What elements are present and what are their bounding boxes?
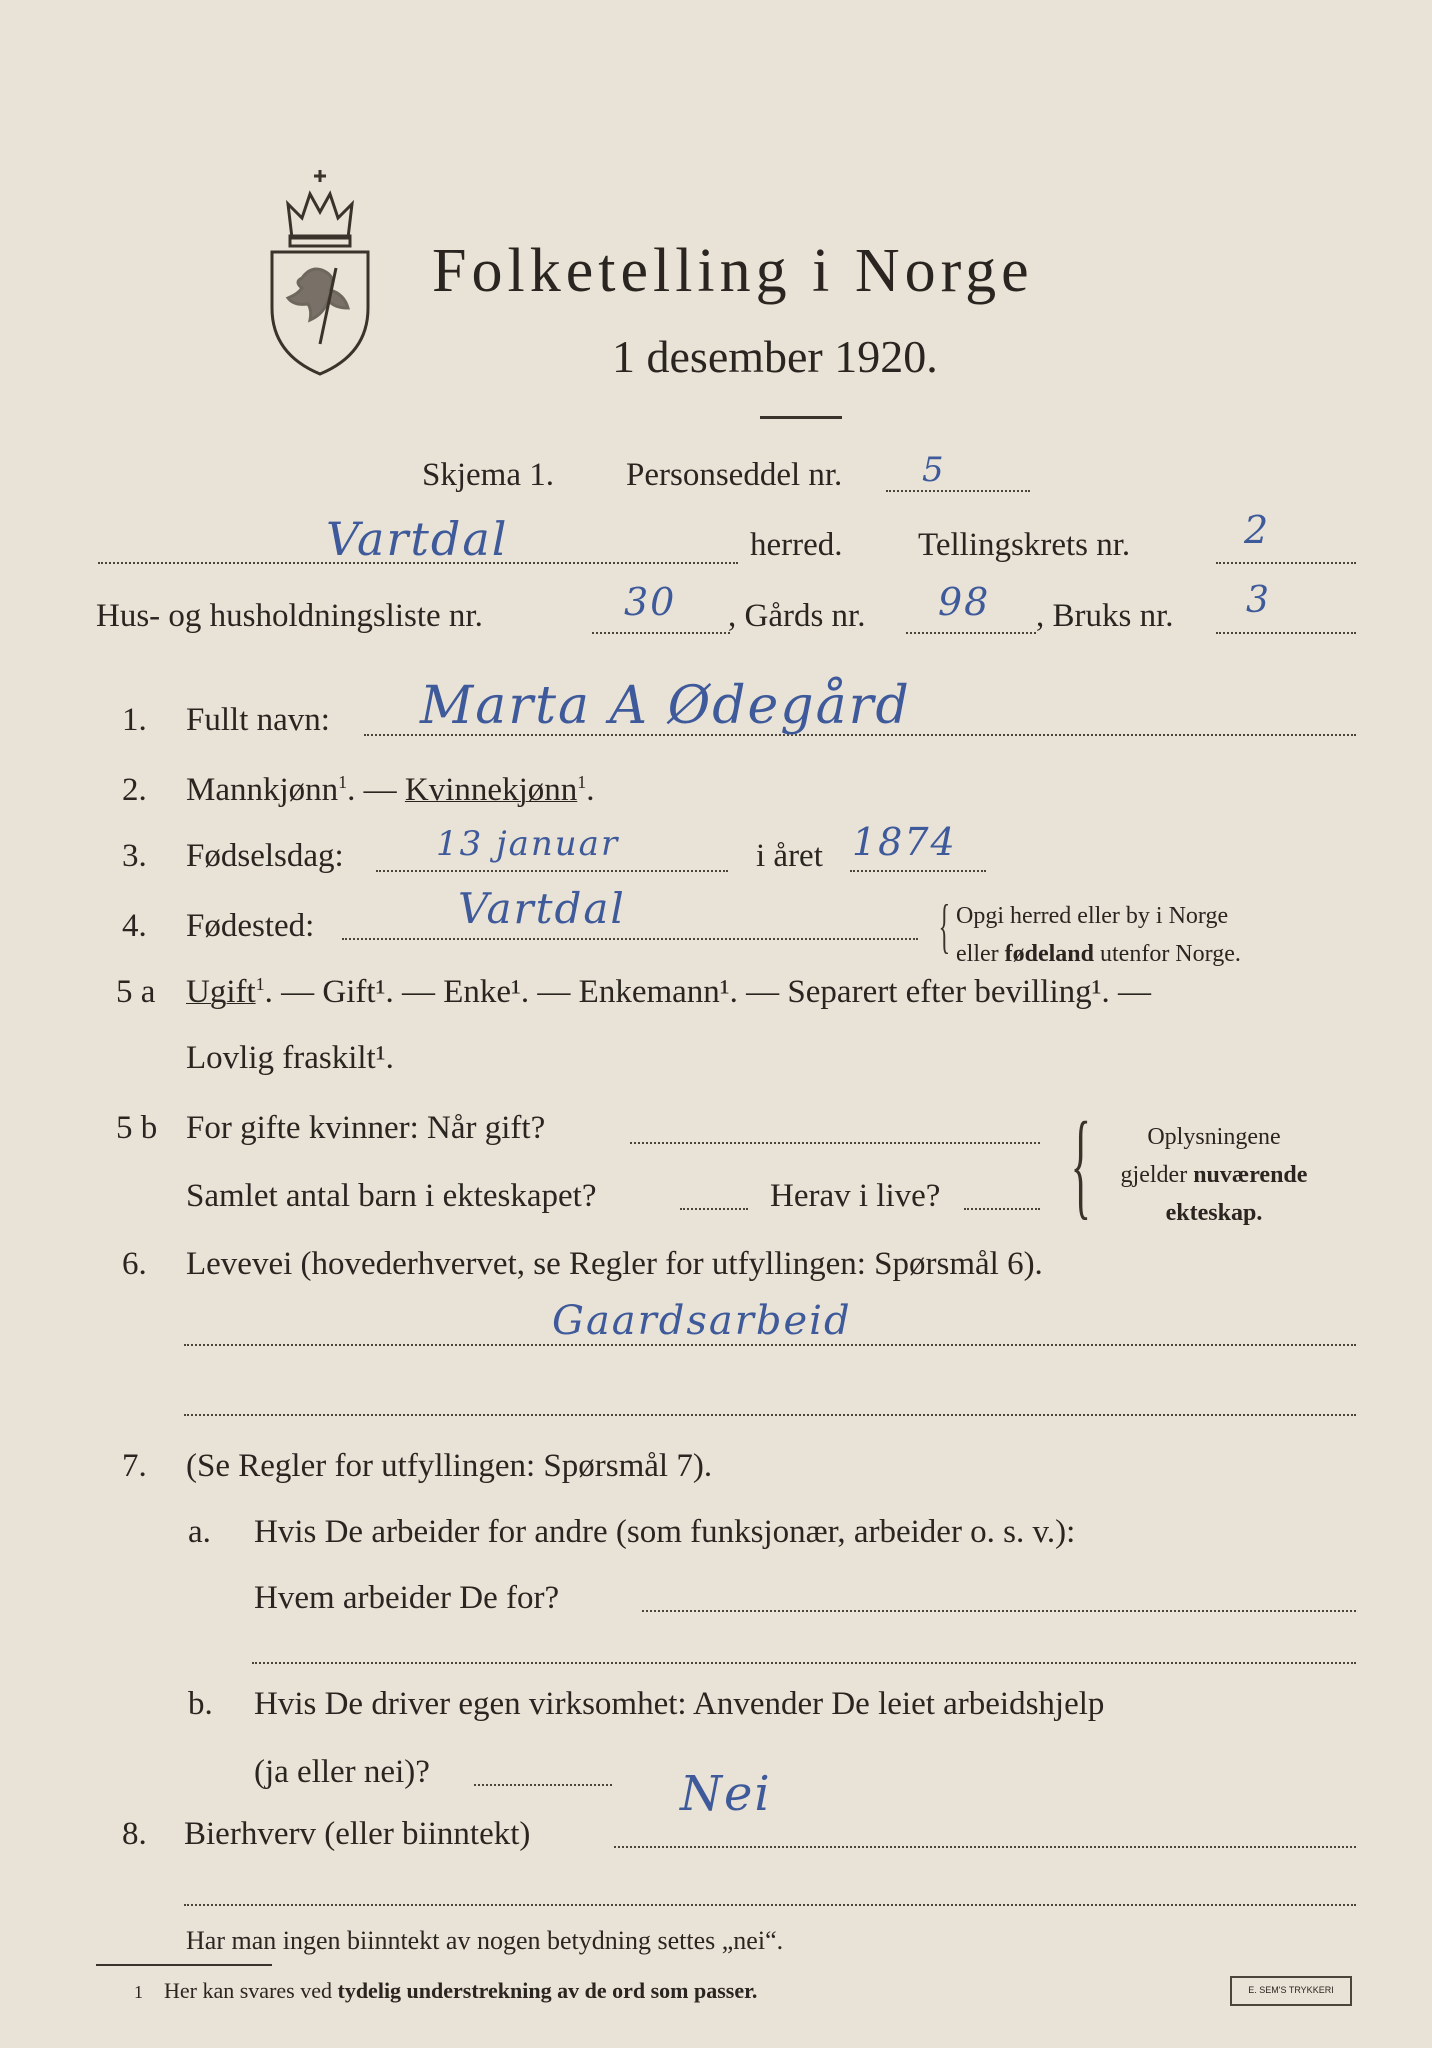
q5b-label2: Samlet antal barn i ekteskapet? bbox=[186, 1178, 597, 1214]
personseddel-label: Personseddel nr. bbox=[626, 457, 843, 493]
husliste-label: Hus- og husholdningsliste nr. bbox=[96, 598, 483, 634]
q4-value: Vartdal bbox=[458, 884, 626, 933]
personseddel-line bbox=[886, 490, 1030, 492]
q6-number: 6. bbox=[122, 1246, 147, 1282]
q8-number: 8. bbox=[122, 1816, 147, 1852]
footnote-mark: 1 bbox=[134, 1982, 143, 2002]
tellingskrets-line bbox=[1216, 562, 1356, 564]
q1-value: Marta A Ødegård bbox=[420, 676, 911, 736]
q5b-note-line2: gjelder nuværende bbox=[1120, 1162, 1308, 1188]
q5b-number: 5 b bbox=[116, 1110, 158, 1146]
q3-year-value: 1874 bbox=[852, 820, 957, 864]
q5b-brace: { bbox=[1070, 1097, 1091, 1230]
q5a-options: Ugift$^1$. — Gift¹. — Enke¹. — Enkemann¹. — Separert efter bevilling¹. — bbox=[186, 974, 1152, 1010]
q7-label: (Se Regler for utfyllingen: Spørsmål 7). bbox=[186, 1448, 713, 1484]
q5a-number: 5 a bbox=[116, 974, 156, 1010]
footer-divider bbox=[96, 1964, 272, 1966]
q2-mann: Mannkjønn bbox=[186, 772, 339, 808]
q8-label: Bierhverv (eller biinntekt) bbox=[184, 1816, 531, 1852]
q7a-line2: Hvem arbeider De for? bbox=[254, 1580, 560, 1616]
q7a-letter: a. bbox=[188, 1514, 211, 1550]
q2-end: . bbox=[586, 772, 595, 808]
q2-options: Mannkjønn$^1$. — Kvinnekjønn$^1$. bbox=[186, 772, 595, 808]
husliste-line bbox=[592, 632, 730, 634]
q7b-letter: b. bbox=[188, 1686, 213, 1722]
gards-label: , Gårds nr. bbox=[728, 598, 866, 634]
bottom-note: Har man ingen biinntekt av nogen betydning settes „nei“. bbox=[186, 1926, 784, 1955]
personseddel-value: 5 bbox=[922, 450, 946, 490]
q8-line2 bbox=[184, 1904, 1356, 1906]
tellingskrets-value: 2 bbox=[1244, 508, 1271, 552]
q2-sep: . — bbox=[347, 772, 397, 808]
printer-stamp bbox=[1230, 1976, 1352, 2006]
footnote-bold: tydelig understrekning av de ord som passer. bbox=[337, 1978, 758, 2003]
q1-number: 1. bbox=[122, 702, 147, 738]
q5a-ugift: Ugift bbox=[186, 974, 256, 1010]
q5b-when-line bbox=[630, 1142, 1040, 1144]
q5b-label1: For gifte kvinner: Når gift? bbox=[186, 1110, 546, 1146]
husliste-value: 30 bbox=[624, 580, 677, 624]
gards-value: 98 bbox=[938, 580, 991, 624]
coat-of-arms-icon bbox=[262, 168, 378, 378]
gards-line bbox=[906, 632, 1036, 634]
q3-line bbox=[376, 870, 728, 872]
herred-label: herred. bbox=[750, 527, 843, 563]
q2-kvinne: Kvinnekjønn bbox=[404, 772, 578, 808]
q4-brace: { bbox=[938, 893, 951, 959]
q3-number: 3. bbox=[122, 838, 147, 874]
tellingskrets-label: Tellingskrets nr. bbox=[918, 527, 1131, 563]
herred-value: Vartdal bbox=[326, 512, 509, 566]
q7a-employer-line bbox=[642, 1610, 1356, 1612]
q4-note bbox=[956, 897, 1241, 973]
skjema-label: Skjema 1. bbox=[422, 457, 554, 493]
footnote-text: Her kan svares ved tydelig understrekning av de ord som passer. bbox=[164, 1978, 758, 2003]
q5b-note-line1: Oplysningene bbox=[1147, 1124, 1281, 1150]
q1-label: Fullt navn: bbox=[186, 702, 330, 738]
q4-number: 4. bbox=[122, 908, 147, 944]
q6-value: Gaardsarbeid bbox=[552, 1298, 852, 1344]
q4-note-fodeland: fødeland bbox=[1004, 941, 1094, 967]
q7b-line1: Hvis De driver egen virksomhet: Anvender De leiet arbeidshjelp bbox=[254, 1686, 1105, 1722]
q2-number: 2. bbox=[122, 772, 147, 808]
q7b-line2: (ja eller nei)? bbox=[254, 1754, 430, 1790]
printer-stamp-text: E. SEM'S TRYKKERI bbox=[1248, 1985, 1334, 1995]
q5b-note-line3: ekteskap. bbox=[1165, 1200, 1263, 1226]
q5b-alive-line bbox=[964, 1208, 1040, 1210]
q6-label: Levevei (hovederhvervet, se Regler for utfyllingen: Spørsmål 6). bbox=[186, 1246, 1043, 1282]
q7-number: 7. bbox=[122, 1448, 147, 1484]
q4-line bbox=[342, 938, 918, 940]
form-title: Folketelling i Norge bbox=[432, 237, 1034, 305]
q4-note-line2: eller fødeland utenfor Norge. bbox=[956, 941, 1241, 967]
q7a-extra-line bbox=[252, 1662, 1356, 1664]
q8-value: Nei bbox=[680, 1766, 772, 1822]
q4-note-line1: Opgi herred eller by i Norge bbox=[956, 903, 1229, 929]
q5b-children-line bbox=[680, 1208, 748, 1210]
q5b-label3: Herav i live? bbox=[770, 1178, 941, 1214]
q5b-note bbox=[1074, 1118, 1354, 1232]
q8-line bbox=[614, 1846, 1356, 1848]
q4-label: Fødested: bbox=[186, 908, 315, 944]
q3-year-label: i året bbox=[756, 838, 823, 874]
bruks-label: , Bruks nr. bbox=[1036, 598, 1174, 634]
bruks-line bbox=[1216, 632, 1356, 634]
q7a-line1: Hvis De arbeider for andre (som funksjonær, arbeider o. s. v.): bbox=[254, 1514, 1076, 1550]
title-divider bbox=[760, 416, 842, 419]
bruks-value: 3 bbox=[1246, 580, 1271, 621]
q5a-rest: . — Gift¹. — Enke¹. — Enkemann¹. — Separert efter bevilling¹. — bbox=[264, 974, 1152, 1010]
q6-line1 bbox=[184, 1344, 1356, 1346]
q3-value: 13 januar bbox=[436, 824, 620, 864]
q5b-note-nuvaerende: nuværende bbox=[1193, 1162, 1308, 1188]
q3-label: Fødselsdag: bbox=[186, 838, 344, 874]
q3-year-line bbox=[850, 870, 986, 872]
q5a-line2: Lovlig fraskilt¹. bbox=[186, 1040, 394, 1076]
census-date: 1 desember 1920. bbox=[612, 331, 938, 382]
q7b-answer-line bbox=[474, 1784, 612, 1786]
q6-line2 bbox=[184, 1414, 1356, 1416]
